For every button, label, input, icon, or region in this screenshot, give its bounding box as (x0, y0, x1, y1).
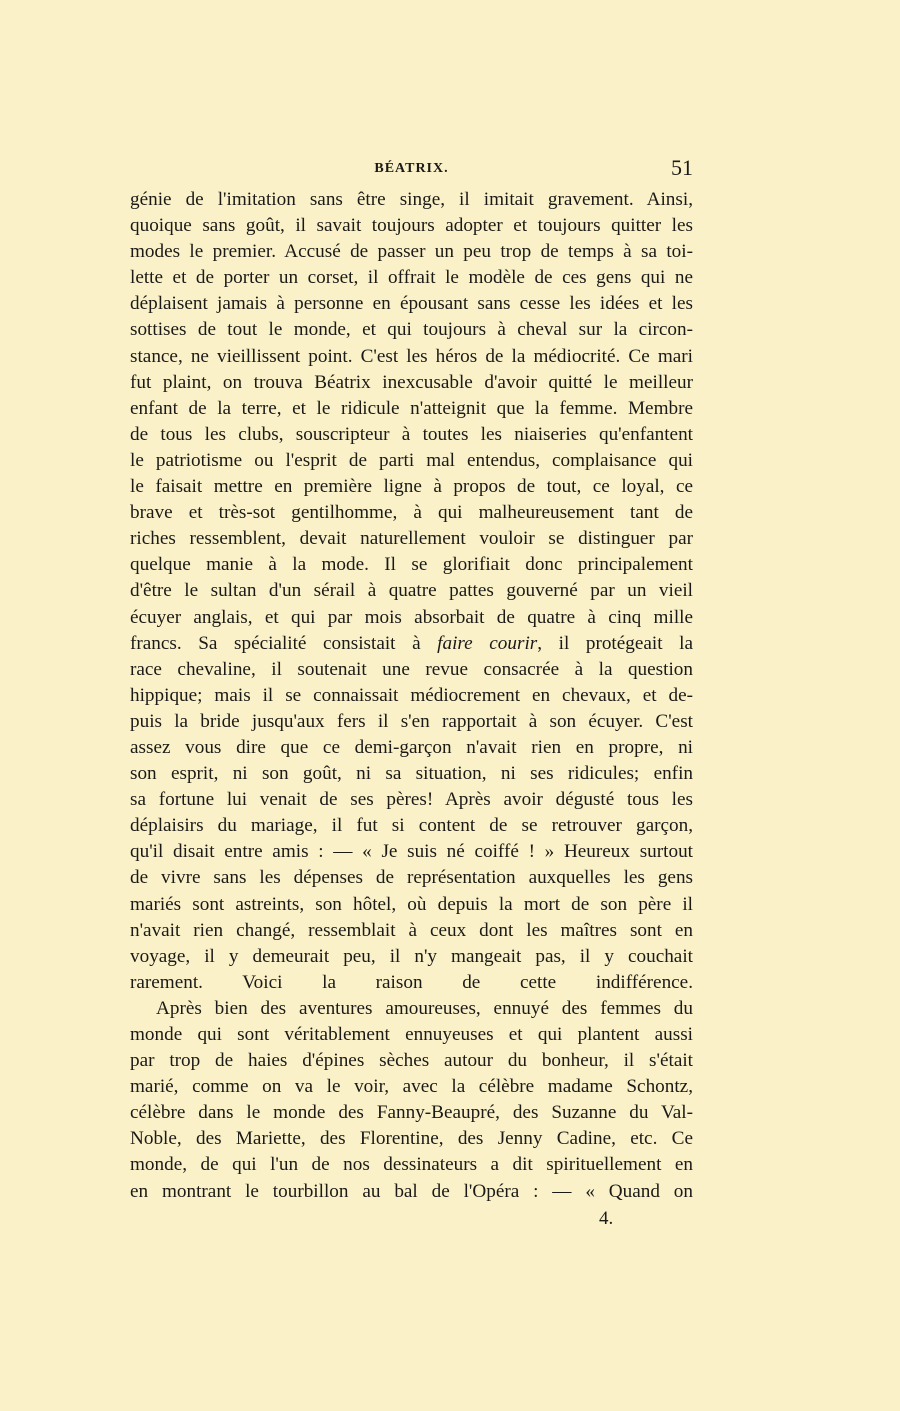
text-line: marié, comme on va le voir, avec la célèbre madame Schontz, (130, 1076, 693, 1098)
text-line: en montrant le tourbillon au bal de l'Opéra : — « Quand on (130, 1180, 693, 1202)
text-line: quoique sans goût, il savait toujours adopter et toujours quitter les (130, 215, 693, 237)
text-line: voyage, il y demeurait peu, il n'y mangeait pas, il y couchait (130, 945, 693, 967)
running-header (130, 155, 693, 183)
page-number: 51 (671, 155, 693, 180)
text-line: monde qui sont véritablement ennuyeuses et qui plantent aussi (130, 1024, 693, 1045)
text-line: fut plaint, on trouva Béatrix inexcusable d'avoir quitté le meilleur (130, 371, 693, 393)
text-line: son esprit, ni son goût, ni sa situation, ni ses ridicules; enfin (130, 763, 693, 785)
text-line: stance, ne vieillissent point. C'est les héros de la médiocrité. Ce mari (130, 345, 693, 367)
text-line: qu'il disait entre amis : — « Je suis né coiffé ! » Heureux surtout (130, 841, 693, 863)
text-line: n'avait rien changé, ressemblait à ceux dont les maîtres sont en (130, 919, 693, 941)
text-line: écuyer anglais, et qui par mois absorbait de quatre à cinq mille (130, 606, 693, 628)
text-line: le faisait mettre en première ligne à propos de tout, ce loyal, ce (130, 476, 693, 498)
text-line: d'être le sultan d'un sérail à quatre pattes gouverné par un vieil (130, 580, 693, 602)
text-line: le patriotisme ou l'esprit de parti mal entendus, complaisance qui (130, 449, 693, 471)
text-line: Après bien des aventures amoureuses, ennuyé des femmes du (156, 997, 693, 1019)
text-line: sa fortune lui venait de ses pères! Après avoir dégusté tous les (130, 789, 693, 811)
text-line: lette et de porter un corset, il offrait le modèle de ces gens qui ne (130, 267, 693, 289)
italic-phrase: faire courir (437, 632, 538, 654)
signature-mark: 4. (599, 1208, 614, 1229)
text-line: puis la bride jusqu'aux fers il s'en rapportait à son écuyer. C'est (130, 710, 693, 732)
text-line: race chevaline, il soutenait une revue consacrée à la question (130, 658, 693, 680)
text-line: célèbre dans le monde des Fanny-Beaupré, des Suzanne du Val- (130, 1102, 693, 1124)
text-line: brave et très-sot gentilhomme, à qui malheureusement tant de (130, 502, 693, 524)
running-title: BÉATRIX. (374, 161, 449, 176)
text-line: déplaisirs du mariage, il fut si content de se retrouver garçon, (130, 815, 693, 837)
text-line: assez vous dire que ce demi-garçon n'avait rien en propre, ni (130, 736, 693, 758)
text-line: hippique; mais il se connaissait médiocrement en chevaux, et de- (130, 684, 693, 706)
text-line: mariés sont astreints, son hôtel, où depuis la mort de son père il (130, 893, 693, 915)
text-line (130, 631, 693, 657)
body-text (130, 187, 693, 1205)
text-line: riches ressemblent, devait naturellement vouloir se distinguer par (130, 528, 693, 550)
text-line: rarement. Voici la raison de cette indifférence. (130, 971, 693, 993)
text-line: de vivre sans les dépenses de représentation auxquelles les gens (130, 867, 693, 889)
text-line: monde, de qui l'un de nos dessinateurs a dit spirituellement en (130, 1154, 693, 1176)
text-line: génie de l'imitation sans être singe, il imitait gravement. Ainsi, (130, 189, 693, 210)
text-segment: , il protégeait la (537, 632, 693, 654)
text-line: déplaisent jamais à personne en épousant sans cesse les idées et les (130, 293, 693, 315)
text-line: de tous les clubs, souscripteur à toutes les niaiseries qu'enfantent (130, 423, 693, 445)
text-line: sottises de tout le monde, et qui toujours à cheval sur la circon- (130, 319, 693, 341)
text-line: enfant de la terre, et le ridicule n'atteignit que la femme. Membre (130, 397, 693, 419)
text-line: quelque manie à la mode. Il se glorifiait donc principalement (130, 554, 693, 576)
text-line: modes le premier. Accusé de passer un peu trop de temps à sa toi- (130, 241, 693, 263)
text-line: Noble, des Mariette, des Florentine, des Jenny Cadine, etc. Ce (130, 1128, 693, 1150)
text-segment: francs. Sa spécialité consistait à (130, 632, 438, 654)
text-line: par trop de haies d'épines sèches autour du bonheur, il s'était (130, 1050, 693, 1072)
